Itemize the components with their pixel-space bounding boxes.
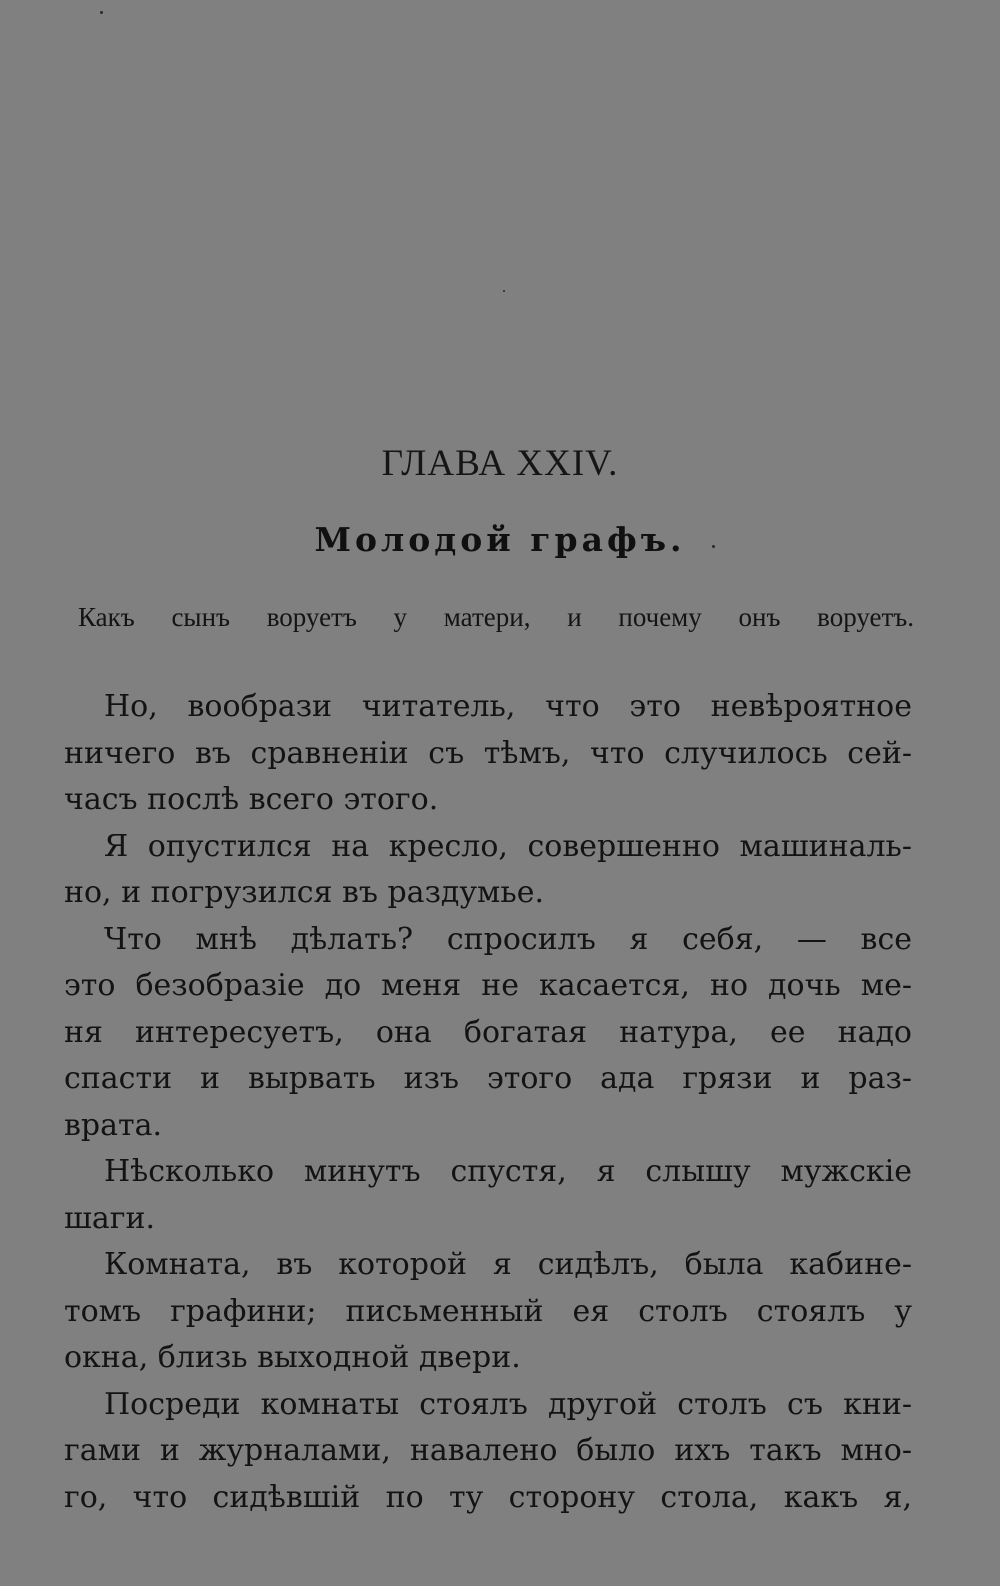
text-line: Но, вообрази читатель, что это невѣроятное: [104, 689, 912, 724]
text-line: Нѣсколько минутъ спустя, я слышу мужскіе: [104, 1154, 912, 1189]
text-line: Я опустился на кресло, совершенно машиналь-: [104, 828, 912, 864]
text-line: часъ послѣ всего этого.: [64, 782, 439, 817]
text-line: окна, близь выходной двери.: [64, 1340, 521, 1375]
text-line: Комната, въ которой я сидѣлъ, была кабине-: [104, 1247, 912, 1282]
scan-speck: [100, 11, 103, 14]
chapter-title: Молодой графъ.: [314, 520, 686, 559]
text-line: это безобразіе до меня не касается, но дочь ме-: [64, 968, 912, 1003]
text-line: томъ графини; письменный ея столъ стоялъ у: [64, 1293, 912, 1329]
text-line: Посреди комнаты стоялъ другой столъ съ кни-: [104, 1386, 912, 1422]
chapter-number: ГЛАВА XXIV.: [381, 443, 619, 484]
text-line: шаги.: [64, 1200, 156, 1236]
text-line: ня интересуетъ, она богатая натура, ее надо: [64, 1014, 912, 1050]
body-text: [64, 684, 912, 1521]
text-line: врата.: [64, 1107, 162, 1143]
paragraph: [64, 1382, 912, 1522]
text-line: спасти и вырвать изъ этого ада грязи и раз-: [64, 1061, 912, 1096]
paragraph: [64, 824, 912, 917]
text-line: го, что сидѣвшій по ту сторону стола, какъ я,: [64, 1479, 912, 1515]
paragraph: [64, 917, 912, 1150]
paragraph: [64, 1149, 912, 1242]
scan-speck: [712, 545, 715, 548]
chapter-subtitle: Какъ сынъ воруетъ у матери, и почему онъ воруетъ.: [78, 602, 914, 632]
scan-speck: [503, 290, 505, 292]
text-line: но, и погрузился въ раздумье.: [64, 875, 545, 910]
paragraph: [64, 1242, 912, 1382]
paragraph: [64, 684, 912, 824]
text-line: Что мнѣ дѣлать? спросилъ я себя, — все: [104, 921, 912, 957]
text-line: гами и журналами, навалено было ихъ такъ мно-: [64, 1433, 912, 1468]
text-line: ничего въ сравненіи съ тѣмъ, что случилось сей-: [64, 735, 912, 771]
